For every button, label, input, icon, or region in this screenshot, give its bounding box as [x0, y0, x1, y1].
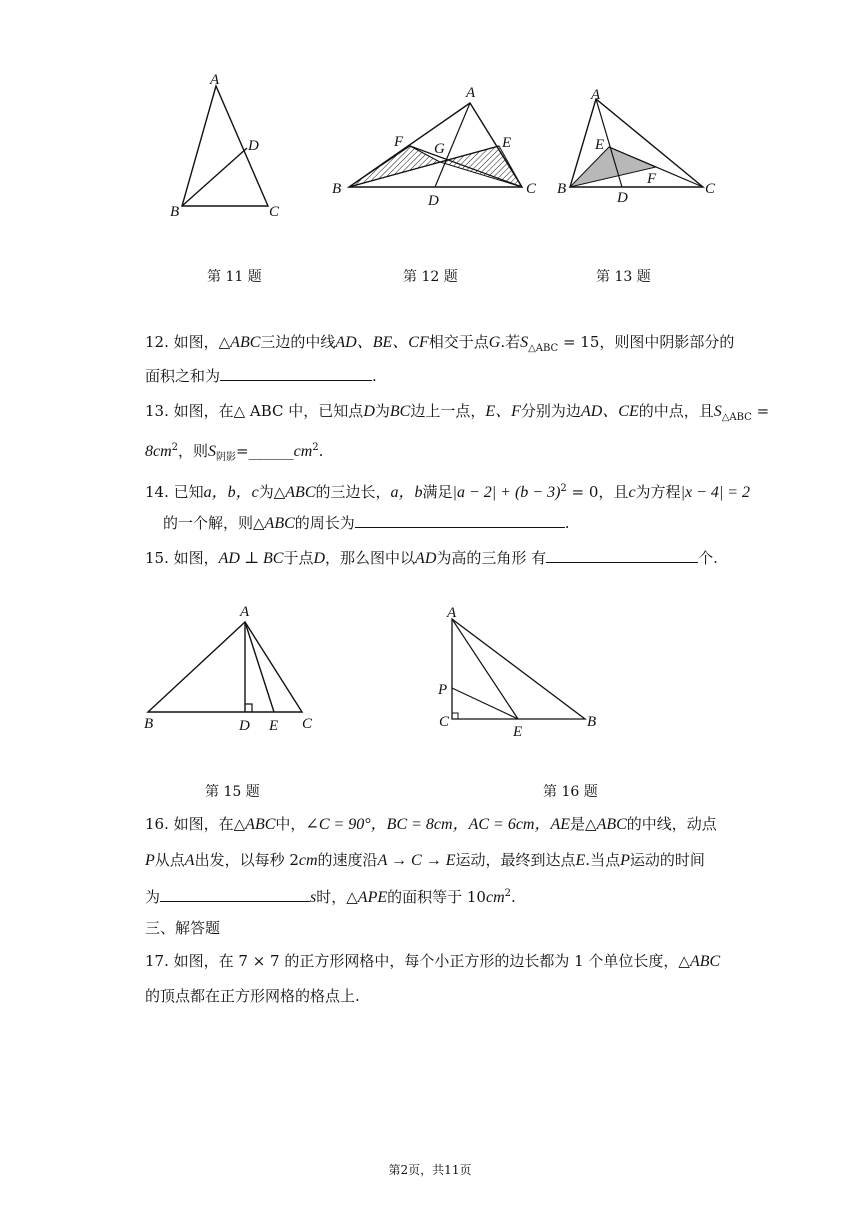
label-C: C	[526, 181, 537, 197]
label-E: E	[595, 137, 605, 153]
figure-16	[435, 602, 610, 742]
question-16-line-1: 16. 如图，在△ABC中，∠C = 90°，BC = 8cm，AC = 6cm，AE是△ABC的中线，动点	[145, 815, 717, 833]
label-D: D	[248, 138, 259, 154]
label-B: B	[332, 181, 342, 197]
label-C: C	[302, 716, 313, 732]
answer-blank-12[interactable]	[220, 366, 372, 381]
label-A: A	[447, 605, 457, 621]
question-16-line-3: 为 s时，△APE的面积等于 $10cm^2$.	[145, 888, 516, 906]
question-13-line-2: $8cm^2$，则$S_{阴影}=\_\_\_\_\_\_cm^2$.	[145, 442, 324, 463]
answer-blank-14[interactable]	[355, 513, 565, 528]
label-D: D	[239, 718, 250, 734]
figure-12	[330, 80, 550, 210]
label-F: F	[647, 171, 657, 187]
label-P: P	[438, 682, 448, 698]
figure-15-diagram	[140, 600, 330, 735]
label-F: F	[394, 134, 404, 150]
label-A: A	[591, 87, 601, 103]
answer-blank-15[interactable]	[546, 548, 698, 563]
question-15: 15. 如图，AD ⊥ BC于点D，那么图中以AD为高的三角形 有 个.	[145, 549, 718, 567]
page-footer: 第2页，共11页	[388, 1163, 472, 1177]
label-D: D	[428, 193, 439, 209]
label-A: A	[466, 85, 476, 101]
label-A: A	[210, 72, 220, 88]
label-E: E	[513, 724, 523, 740]
caption-16: 第 16 题	[543, 784, 598, 800]
figure-11	[170, 70, 290, 220]
section-3-heading: 三、解答题	[145, 919, 221, 937]
question-17-line-2: 的顶点都在正方形网格的格点上.	[145, 987, 360, 1005]
label-D: D	[617, 190, 628, 206]
figure-13	[555, 85, 725, 205]
label-E: E	[269, 718, 279, 734]
answer-blank-13[interactable]: ______	[248, 442, 294, 460]
label-E: E	[502, 135, 512, 151]
label-A: A	[240, 604, 250, 620]
question-12-line-1: 12. 如图，△ABC三边的中线AD、BE、CF相交于点G.若$S_{\triangle ABC} = 15$，则图中阴影部分的	[145, 333, 735, 354]
label-G: G	[434, 141, 445, 157]
figure-11-diagram	[170, 70, 290, 220]
caption-11: 第 11 题	[207, 269, 262, 285]
question-17-line-1: 17. 如图，在 7 × 7 的正方形网格中，每个小正方形的边长都为 1 个单位长度，△ABC	[145, 952, 721, 970]
caption-15: 第 15 题	[205, 784, 260, 800]
caption-13: 第 13 题	[596, 269, 651, 285]
question-13-line-1: 13. 如图，在△ ABC 中，已知点D为BC边上一点，E、F分别为边AD、CE的中点，且$S_{\triangle ABC}$ =	[145, 402, 770, 423]
caption-12: 第 12 题	[403, 269, 458, 285]
figure-12-diagram	[330, 80, 550, 210]
label-C: C	[269, 204, 280, 220]
figure-16-diagram	[435, 602, 610, 742]
label-B: B	[587, 714, 597, 730]
question-16-line-2: P从点A出发，以每秒 2cm的速度沿A → C → E运动，最终到达点E.当点P运动的时间	[145, 851, 705, 869]
figure-15	[140, 600, 330, 735]
answer-blank-16[interactable]	[160, 887, 310, 902]
label-C: C	[439, 714, 450, 730]
question-12-line-2: 面积之和为 .	[145, 367, 377, 385]
label-B: B	[170, 204, 180, 220]
label-B: B	[557, 181, 567, 197]
figure-13-diagram	[555, 85, 725, 205]
label-B: B	[144, 716, 154, 732]
question-14-line-2: 的一个解，则△ABC的周长为 .	[163, 514, 570, 532]
label-C: C	[705, 181, 716, 197]
question-14-line-1: 14. 已知a，b，c为△ABC的三边长，a，b满足$|a - 2| + (b - 3)^2 = 0$，且c为方程|x − 4| = 2	[145, 483, 751, 501]
